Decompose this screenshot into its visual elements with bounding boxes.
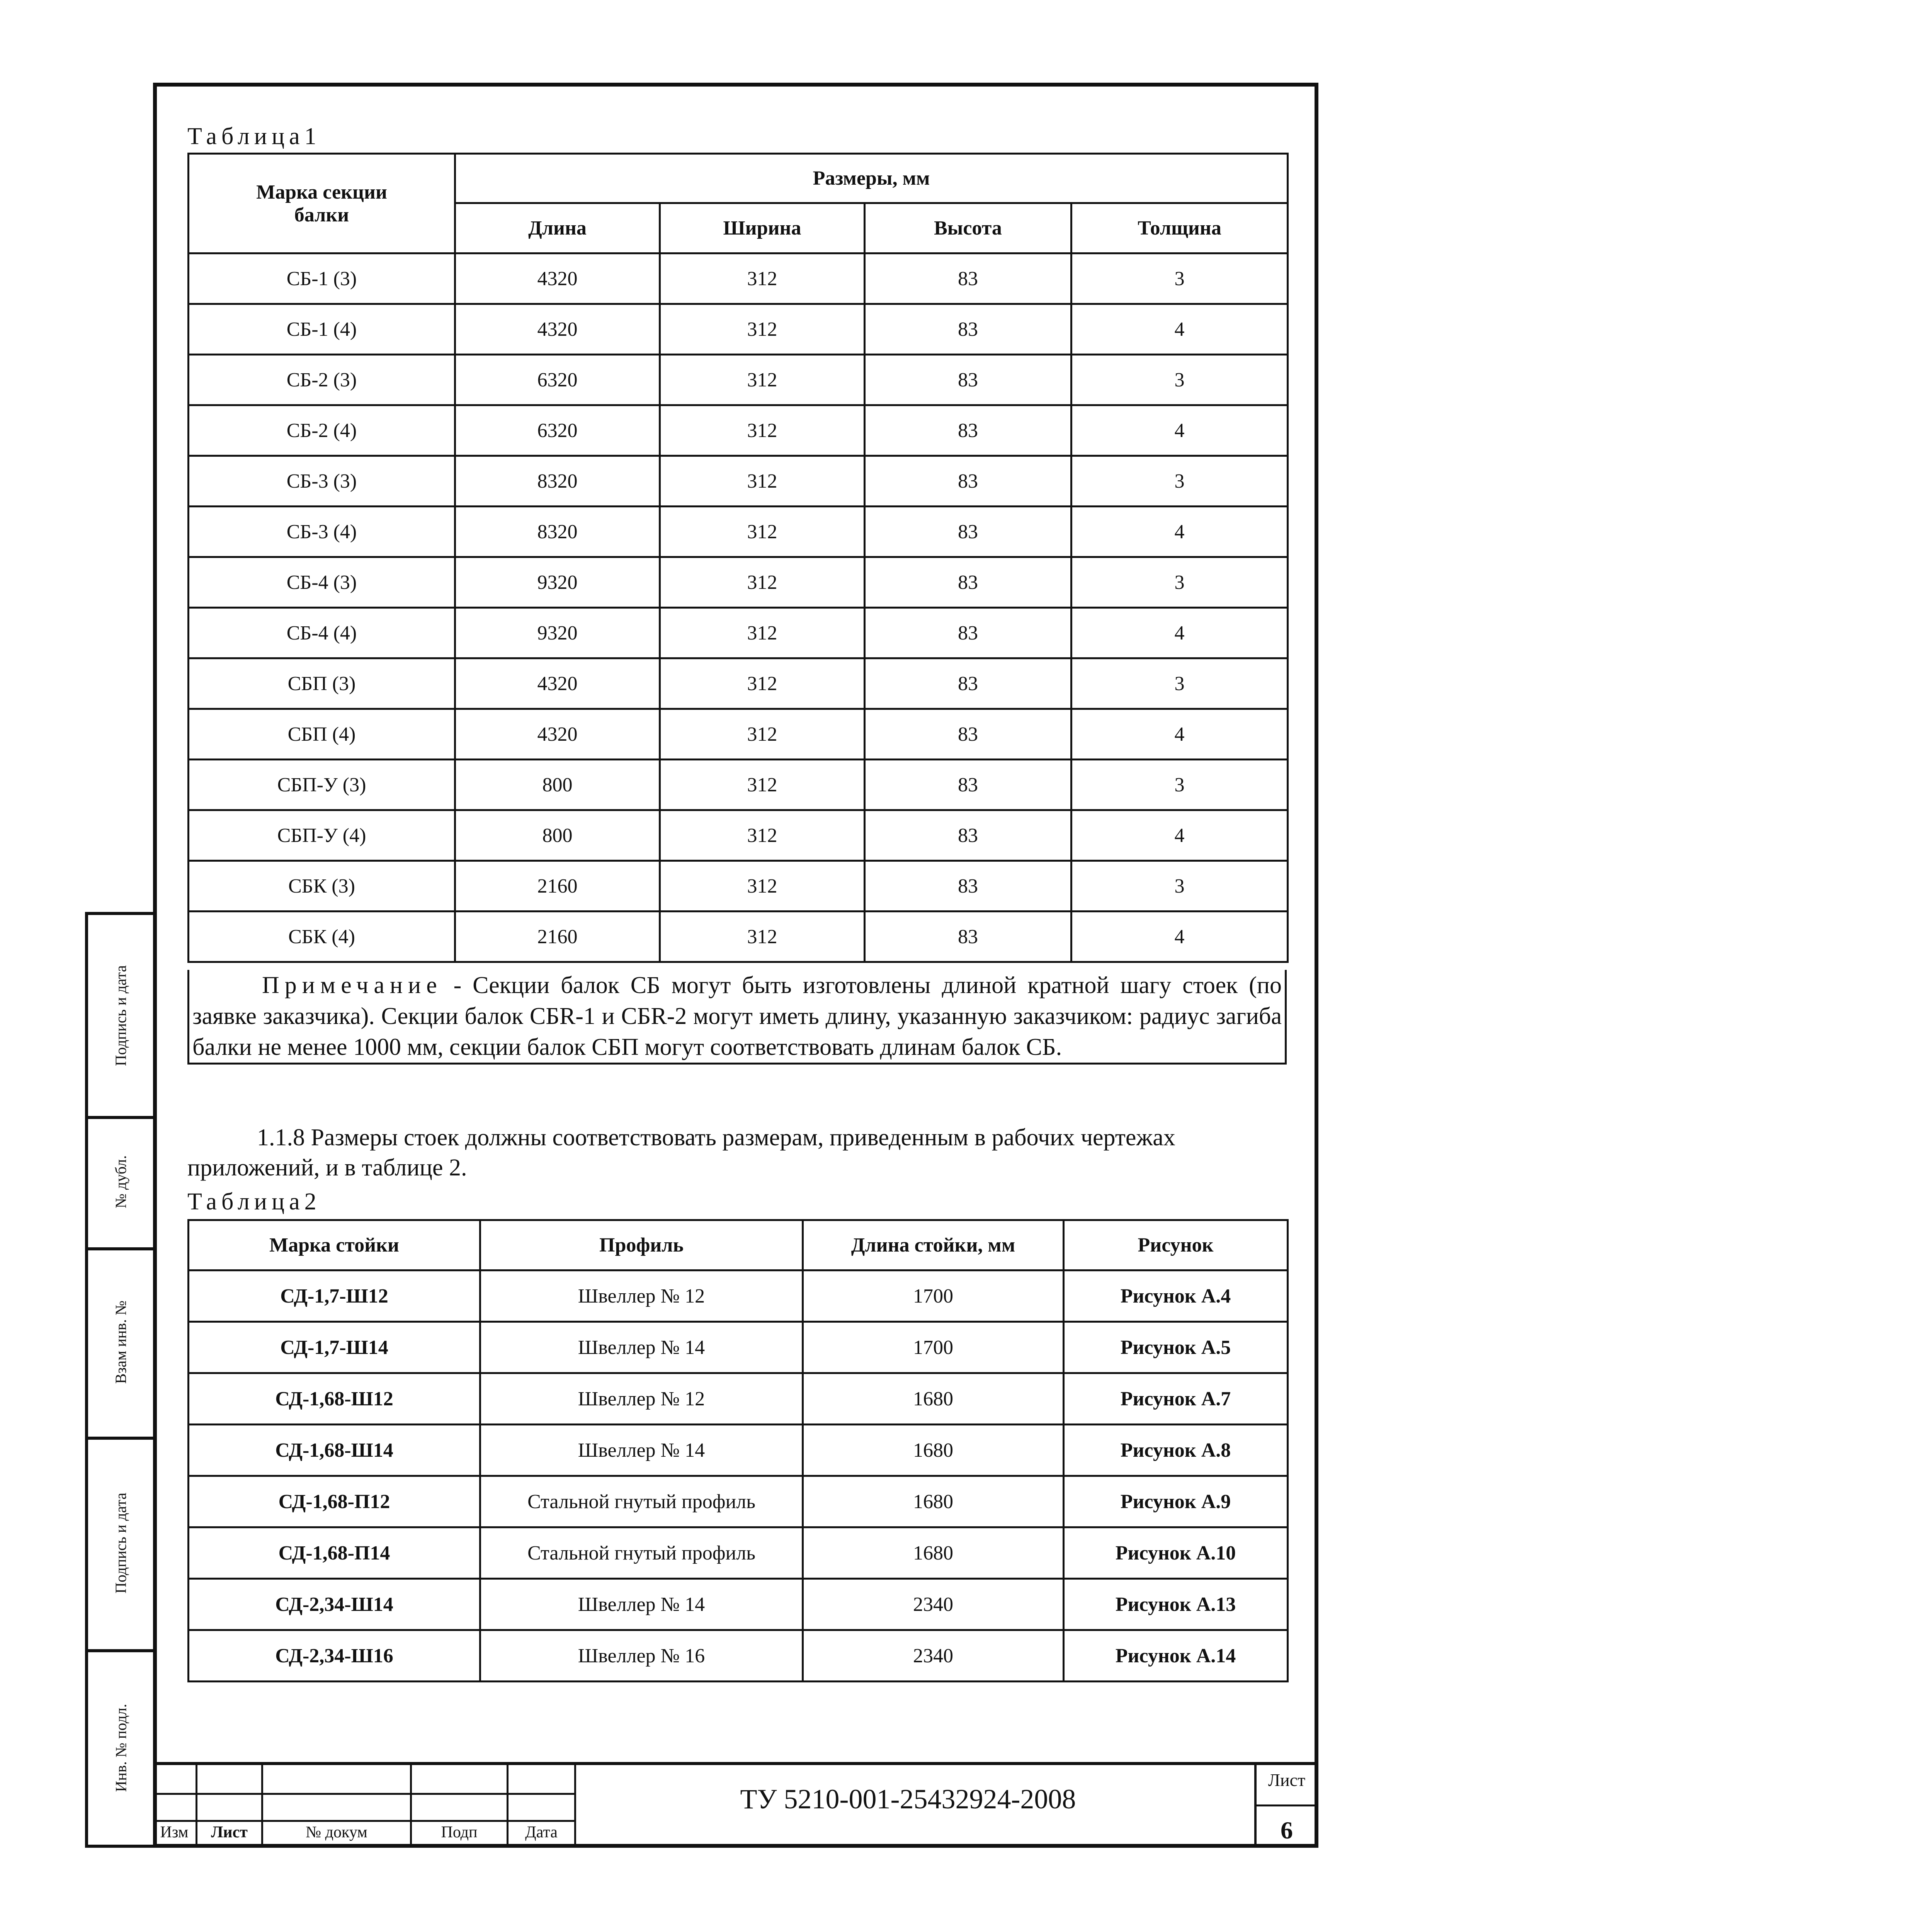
dimension-cell: 83 [865, 405, 1071, 456]
figure-cell: Рисунок А.10 [1064, 1527, 1288, 1579]
dimension-cell: 4320 [455, 658, 660, 709]
table-row [189, 1373, 1288, 1425]
table-row [189, 608, 1288, 658]
length-cell: 1680 [803, 1373, 1064, 1425]
dimension-cell: 4 [1071, 405, 1288, 456]
dimension-cell: 312 [660, 405, 865, 456]
beam-mark-cell: СБ-3 (4) [189, 507, 455, 557]
table-row [189, 456, 1288, 507]
strip-label: Инв. № подл. [112, 1704, 130, 1792]
table1-note [187, 970, 1287, 1065]
dimension-cell: 83 [865, 608, 1071, 658]
profile-cell: Стальной гнутый профиль [480, 1527, 803, 1579]
beam-mark-cell: СБП-У (3) [189, 760, 455, 810]
strip-label: Взам инв. № [112, 1300, 130, 1384]
dimension-cell: 9320 [455, 608, 660, 658]
table-row [189, 355, 1288, 405]
dimension-cell: 83 [865, 658, 1071, 709]
dimension-cell: 3 [1071, 355, 1288, 405]
header-post-length: Длина стойки, мм [803, 1220, 1064, 1270]
note-text: - Секции балок СБ могут быть изготовлены длиной кратной шагу стоек (по заявке заказчика). Секции балок СБR-1 и СБR-2 могут иметь длину, указанную заказчиком: радиус загиба балки не менее 1000 мм, секции балок СБП могут соответствовать длинам балок СБ. [192, 972, 1282, 1060]
tb-label-doc: № докум [306, 1823, 367, 1841]
dimension-cell: 2160 [455, 861, 660, 912]
length-cell: 1700 [803, 1270, 1064, 1322]
dimension-cell: 83 [865, 810, 1071, 861]
dimension-cell: 312 [660, 709, 865, 760]
dimension-cell: 4320 [455, 304, 660, 355]
table-row [189, 1630, 1288, 1682]
strip-label: Подпись и дата [112, 1492, 130, 1594]
table-row [189, 1476, 1288, 1527]
profile-cell: Швеллер № 12 [480, 1270, 803, 1322]
tb-rule [153, 1762, 1318, 1765]
tb-label-change: Изм [160, 1823, 189, 1841]
post-mark-cell: СД-2,34-Ш16 [189, 1630, 480, 1682]
post-mark-cell: СД-1,7-Ш14 [189, 1322, 480, 1373]
beam-mark-cell: СБК (4) [189, 912, 455, 962]
figure-cell: Рисунок А.13 [1064, 1579, 1288, 1630]
table-row [189, 507, 1288, 557]
table-row [189, 1527, 1288, 1579]
table-row [189, 304, 1288, 355]
profile-cell: Швеллер № 14 [480, 1425, 803, 1476]
header-dimensions: Размеры, мм [455, 154, 1288, 203]
header-post-mark: Марка стойки [189, 1220, 480, 1270]
margin-stamp-strip [85, 912, 153, 1848]
length-cell: 1680 [803, 1476, 1064, 1527]
dimension-cell: 4 [1071, 507, 1288, 557]
beam-mark-cell: СБ-4 (4) [189, 608, 455, 658]
table-row [189, 810, 1288, 861]
post-mark-cell: СД-1,7-Ш12 [189, 1270, 480, 1322]
table1-caption: Таблица1 [187, 123, 321, 150]
beam-sections-table [187, 153, 1289, 963]
dimension-cell: 3 [1071, 557, 1288, 608]
header-mark: Марка секции балки [189, 154, 455, 253]
dimension-cell: 312 [660, 456, 865, 507]
dimension-cell: 9320 [455, 557, 660, 608]
dimension-cell: 83 [865, 507, 1071, 557]
tb-rule [153, 1820, 574, 1822]
dimension-cell: 312 [660, 507, 865, 557]
sheet-number: 6 [1281, 1816, 1293, 1844]
note-lead: Примечание [262, 972, 442, 998]
dimension-cell: 83 [865, 253, 1071, 304]
tb-rule [153, 1793, 574, 1795]
dimension-cell: 4 [1071, 709, 1288, 760]
beam-mark-cell: СБ-1 (3) [189, 253, 455, 304]
tb-rule [1254, 1804, 1318, 1806]
dimension-cell: 8320 [455, 456, 660, 507]
post-mark-cell: СД-2,34-Ш14 [189, 1579, 480, 1630]
figure-cell: Рисунок А.9 [1064, 1476, 1288, 1527]
paragraph-1-1-8 [187, 1122, 1287, 1183]
header-figure: Рисунок [1064, 1220, 1288, 1270]
table-row [189, 1270, 1288, 1322]
document-code: ТУ 5210-001-25432924-2008 [740, 1784, 1076, 1815]
length-cell: 2340 [803, 1630, 1064, 1682]
figure-cell: Рисунок А.14 [1064, 1630, 1288, 1682]
dimension-cell: 800 [455, 810, 660, 861]
post-mark-cell: СД-1,68-Ш12 [189, 1373, 480, 1425]
strip-label: Подпись и дата [112, 965, 130, 1066]
length-cell: 1680 [803, 1527, 1064, 1579]
table-row [189, 405, 1288, 456]
dimension-cell: 312 [660, 253, 865, 304]
dimension-cell: 6320 [455, 405, 660, 456]
dimension-cell: 312 [660, 658, 865, 709]
sheet-label: Лист [1268, 1770, 1306, 1790]
tb-label-sheet: Лист [211, 1823, 248, 1841]
strip-label: № дубл. [112, 1155, 130, 1208]
beam-mark-cell: СБ-2 (4) [189, 405, 455, 456]
dimension-cell: 83 [865, 557, 1071, 608]
table-row [189, 1579, 1288, 1630]
dimension-cell: 3 [1071, 253, 1288, 304]
dimension-cell: 4 [1071, 912, 1288, 962]
dimension-cell: 312 [660, 355, 865, 405]
profile-cell: Швеллер № 14 [480, 1579, 803, 1630]
dimension-cell: 83 [865, 912, 1071, 962]
profile-cell: Швеллер № 14 [480, 1322, 803, 1373]
paragraph-text: 1.1.8 Размеры стоек должны соответствовать размерам, приведенным в рабочих чертежах приложений, и в таблице 2. [187, 1124, 1175, 1181]
profile-cell: Швеллер № 12 [480, 1373, 803, 1425]
dimension-cell: 312 [660, 912, 865, 962]
posts-table [187, 1219, 1289, 1682]
dimension-cell: 312 [660, 557, 865, 608]
dimension-cell: 83 [865, 355, 1071, 405]
tb-label-date: Дата [525, 1823, 558, 1841]
header-width: Ширина [660, 203, 865, 253]
dimension-cell: 4320 [455, 709, 660, 760]
dimension-cell: 83 [865, 861, 1071, 912]
header-profile: Профиль [480, 1220, 803, 1270]
profile-cell: Швеллер № 16 [480, 1630, 803, 1682]
header-thickness: Толщина [1071, 203, 1288, 253]
figure-cell: Рисунок А.8 [1064, 1425, 1288, 1476]
dimension-cell: 4 [1071, 810, 1288, 861]
beam-mark-cell: СБК (3) [189, 861, 455, 912]
dimension-cell: 3 [1071, 760, 1288, 810]
table-row [189, 709, 1288, 760]
dimension-cell: 3 [1071, 861, 1288, 912]
dimension-cell: 312 [660, 304, 865, 355]
dimension-cell: 312 [660, 810, 865, 861]
beam-mark-cell: СБП (3) [189, 658, 455, 709]
beam-mark-cell: СБП (4) [189, 709, 455, 760]
figure-cell: Рисунок А.7 [1064, 1373, 1288, 1425]
table-row [189, 760, 1288, 810]
dimension-cell: 83 [865, 304, 1071, 355]
length-cell: 1700 [803, 1322, 1064, 1373]
dimension-cell: 4320 [455, 253, 660, 304]
table-row [189, 861, 1288, 912]
post-mark-cell: СД-1,68-П12 [189, 1476, 480, 1527]
table-row [189, 1322, 1288, 1373]
beam-mark-cell: СБ-1 (4) [189, 304, 455, 355]
dimension-cell: 2160 [455, 912, 660, 962]
dimension-cell: 4 [1071, 304, 1288, 355]
dimension-cell: 4 [1071, 608, 1288, 658]
dimension-cell: 3 [1071, 456, 1288, 507]
tb-label-sign: Подп [441, 1823, 478, 1841]
dimension-cell: 312 [660, 760, 865, 810]
dimension-cell: 8320 [455, 507, 660, 557]
dimension-cell: 83 [865, 456, 1071, 507]
header-height: Высота [865, 203, 1071, 253]
header-length: Длина [455, 203, 660, 253]
length-cell: 1680 [803, 1425, 1064, 1476]
dimension-cell: 3 [1071, 658, 1288, 709]
table-row [189, 658, 1288, 709]
figure-cell: Рисунок А.5 [1064, 1322, 1288, 1373]
dimension-cell: 6320 [455, 355, 660, 405]
table2-caption: Таблица2 [187, 1189, 321, 1215]
table-row [189, 253, 1288, 304]
tb-rule [1254, 1762, 1257, 1848]
length-cell: 2340 [803, 1579, 1064, 1630]
dimension-cell: 83 [865, 760, 1071, 810]
tb-rule [574, 1762, 576, 1848]
beam-mark-cell: СБ-2 (3) [189, 355, 455, 405]
dimension-cell: 83 [865, 709, 1071, 760]
dimension-cell: 312 [660, 608, 865, 658]
table-row [189, 1425, 1288, 1476]
figure-cell: Рисунок А.4 [1064, 1270, 1288, 1322]
table-row [189, 557, 1288, 608]
post-mark-cell: СД-1,68-Ш14 [189, 1425, 480, 1476]
beam-mark-cell: СБП-У (4) [189, 810, 455, 861]
post-mark-cell: СД-1,68-П14 [189, 1527, 480, 1579]
profile-cell: Стальной гнутый профиль [480, 1476, 803, 1527]
beam-mark-cell: СБ-3 (3) [189, 456, 455, 507]
dimension-cell: 800 [455, 760, 660, 810]
beam-mark-cell: СБ-4 (3) [189, 557, 455, 608]
dimension-cell: 312 [660, 861, 865, 912]
table-row [189, 912, 1288, 962]
